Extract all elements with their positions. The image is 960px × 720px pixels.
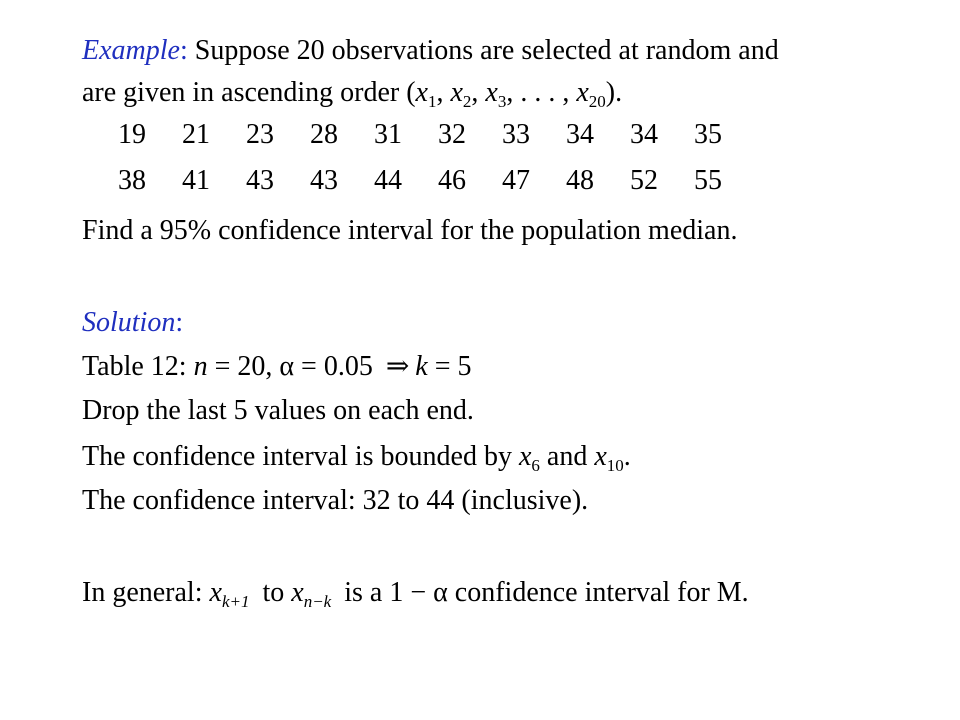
general-post: confidence interval for M.	[447, 577, 749, 608]
data-value: 34	[630, 119, 658, 150]
n-value: = 20,	[207, 351, 280, 382]
example-text: Suppose 20 observations are selected at random and	[187, 35, 779, 66]
interval-line: The confidence interval: 32 to 44 (inclusive).	[82, 485, 589, 516]
data-row-1	[0, 118, 960, 152]
alpha-value: = 0.05	[294, 351, 380, 382]
k-value: = 5	[427, 351, 472, 382]
data-value: 23	[246, 119, 274, 150]
sub-10: 10	[606, 456, 624, 475]
solution-label: Solution	[82, 307, 176, 338]
data-value: 47	[502, 165, 530, 196]
example-colon: :	[179, 35, 188, 66]
data-value: 35	[694, 119, 722, 150]
sub-1: 1	[427, 92, 437, 111]
general-mid: is a 1 −	[337, 577, 434, 608]
sub-6: 6	[531, 456, 540, 475]
bounded-text: The confidence interval is bounded by	[82, 441, 519, 472]
data-value: 38	[118, 165, 146, 196]
alpha-symbol: α	[279, 351, 295, 382]
data-row-2	[0, 164, 960, 198]
data-value: 33	[502, 119, 530, 150]
question-line: Find a 95% confidence interval for the population median.	[82, 215, 738, 246]
data-value: 43	[246, 165, 274, 196]
data-value: 43	[310, 165, 338, 196]
general-text: In general:	[82, 577, 210, 608]
data-value: 46	[438, 165, 466, 196]
var-x6: x	[518, 441, 532, 472]
data-value: 28	[310, 119, 338, 150]
data-value: 21	[182, 119, 210, 150]
bounded-line	[82, 440, 631, 474]
var-x3: x	[485, 77, 498, 108]
data-value: 31	[374, 119, 402, 150]
general-line	[82, 576, 749, 610]
example-line-2	[82, 76, 622, 110]
order-text: are given in ascending order (	[82, 77, 416, 108]
var-x1: x	[415, 77, 428, 108]
order-close: ).	[605, 77, 623, 108]
solution-heading	[82, 306, 183, 340]
var-x2: x	[450, 77, 463, 108]
example-label: Example	[82, 35, 180, 66]
data-value: 55	[694, 165, 722, 196]
data-value: 44	[374, 165, 402, 196]
var-x-nk: x	[291, 577, 304, 608]
to-text: to	[255, 577, 292, 608]
bounded-period: .	[623, 441, 631, 472]
data-value: 41	[182, 165, 210, 196]
ellipsis: , . . . ,	[506, 77, 577, 108]
var-x20: x	[576, 77, 589, 108]
comma-1: ,	[436, 77, 451, 108]
data-value: 48	[566, 165, 594, 196]
sub-2: 2	[462, 92, 472, 111]
data-value: 19	[118, 119, 146, 150]
solution-colon: :	[175, 307, 184, 338]
data-value: 34	[566, 119, 594, 150]
sub-3: 3	[497, 92, 507, 111]
implies-arrow-icon: ⇒	[385, 351, 410, 382]
data-value: 32	[438, 119, 466, 150]
sub-20: 20	[588, 92, 606, 111]
sub-k-plus-1: k+1	[221, 592, 250, 611]
example-line-1	[82, 34, 779, 68]
var-n: n	[193, 351, 208, 382]
table-line	[82, 350, 472, 384]
table-ref: Table 12:	[82, 351, 194, 382]
var-k: k	[415, 351, 428, 382]
data-value: 52	[630, 165, 658, 196]
drop-line: Drop the last 5 values on each end.	[82, 395, 474, 426]
sub-n-minus-k: n−k	[303, 592, 332, 611]
comma-2: ,	[471, 77, 486, 108]
and-text: and	[539, 441, 595, 472]
alpha-symbol-2: α	[433, 577, 448, 608]
var-x10: x	[594, 441, 607, 472]
var-x-k1: x	[209, 577, 222, 608]
